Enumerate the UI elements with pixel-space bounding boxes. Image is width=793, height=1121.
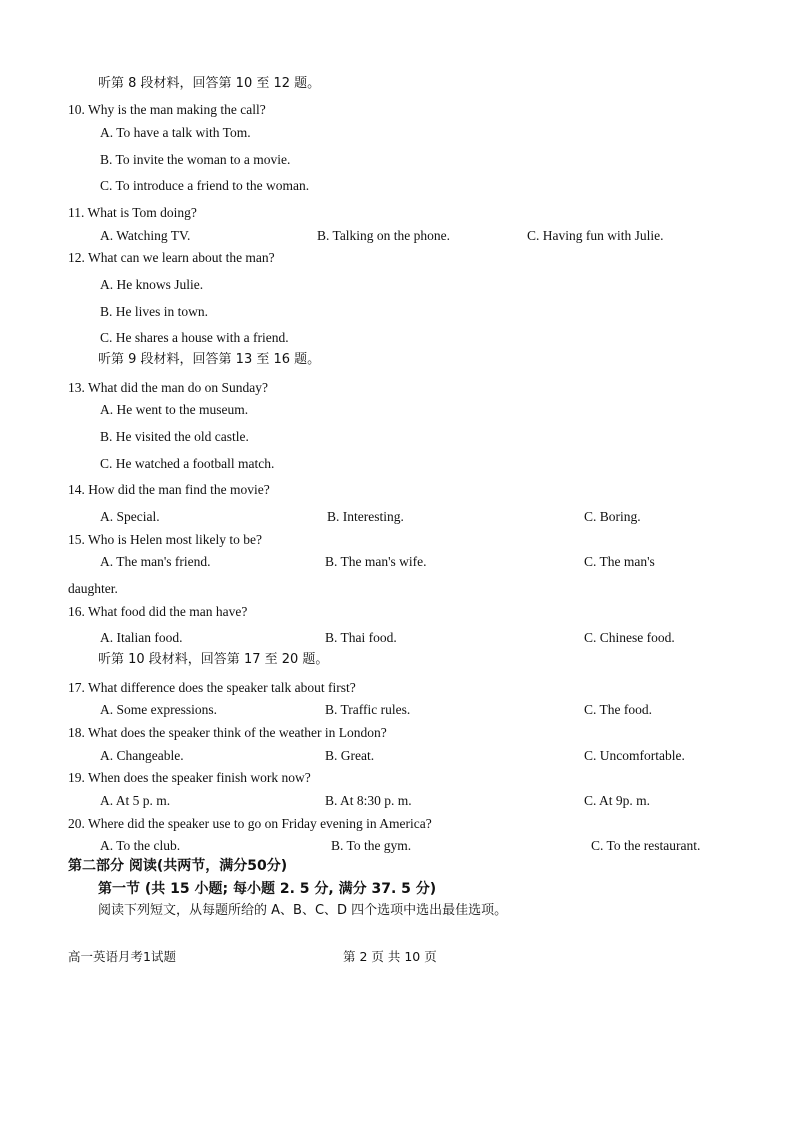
question-14-option-c: C. Boring. (584, 509, 641, 524)
question-10-option-b: B. To invite the woman to a movie. (100, 152, 291, 167)
part-2-instruction: 阅读下列短文，从每题所给的 A、B、C、D 四个选项中选出最佳选项。 (98, 903, 508, 918)
instruction-section-8: 听第 8 段材料，回答第 10 至 12 题。 (98, 76, 321, 91)
question-18-stem: 18. What does the speaker think of the weather in London? (68, 725, 387, 740)
question-13-stem: 13. What did the man do on Sunday? (68, 380, 268, 395)
question-12-option-a: A. He knows Julie. (100, 277, 204, 292)
question-15-option-a: A. The man's friend. (100, 554, 211, 569)
question-19-option-c: C. At 9p. m. (584, 793, 651, 808)
question-12-stem: 12. What can we learn about the man? (68, 250, 275, 265)
question-17-option-c: C. The food. (584, 702, 652, 717)
question-17-option-a: A. Some expressions. (100, 702, 217, 717)
question-16-option-c: C. Chinese food. (584, 630, 675, 645)
question-11-stem: 11. What is Tom doing? (68, 205, 197, 220)
question-12-option-c: C. He shares a house with a friend. (100, 330, 289, 345)
footer-exam-title: 高一英语月考1试题 (68, 949, 176, 964)
question-13-option-c: C. He watched a football match. (100, 456, 275, 471)
question-19-stem: 19. When does the speaker finish work now? (68, 770, 311, 785)
question-17-stem: 17. What difference does the speaker talk about first? (68, 680, 356, 695)
question-18-option-b: B. Great. (325, 748, 375, 763)
question-15-option-c: C. The man's (584, 554, 655, 569)
question-13-option-b: B. He visited the old castle. (100, 429, 249, 444)
question-19-option-a: A. At 5 p. m. (100, 793, 171, 808)
question-20-stem: 20. Where did the speaker use to go on Friday evening in America? (68, 816, 432, 831)
question-12-option-b: B. He lives in town. (100, 304, 208, 319)
question-18-option-a: A. Changeable. (100, 748, 184, 763)
question-10-stem: 10. Why is the man making the call? (68, 102, 266, 117)
instruction-section-10: 听第 10 段材料，回答第 17 至 20 题。 (98, 652, 329, 667)
question-16-option-a: A. Italian food. (100, 630, 183, 645)
question-20-option-c: C. To the restaurant. (591, 838, 701, 853)
question-11-option-a: A. Watching TV. (100, 228, 191, 243)
question-20-option-b: B. To the gym. (331, 838, 412, 853)
part-2-heading: 第二部分 阅读(共两节，满分50分) (68, 858, 288, 874)
question-10-option-a: A. To have a talk with Tom. (100, 125, 251, 140)
question-14-option-a: A. Special. (100, 509, 160, 524)
question-15-option-b: B. The man's wife. (325, 554, 427, 569)
question-17-option-b: B. Traffic rules. (325, 702, 411, 717)
question-14-stem: 14. How did the man find the movie? (68, 482, 270, 497)
question-16-option-b: B. Thai food. (325, 630, 397, 645)
question-15-stem: 15. Who is Helen most likely to be? (68, 532, 262, 547)
question-11-option-c: C. Having fun with Julie. (527, 228, 664, 243)
question-11-option-b: B. Talking on the phone. (317, 228, 451, 243)
footer-page-number: 第 2 页 共 10 页 (343, 949, 437, 964)
question-15-option-c-continued: daughter. (68, 581, 118, 596)
question-16-stem: 16. What food did the man have? (68, 604, 248, 619)
instruction-section-9: 听第 9 段材料，回答第 13 至 16 题。 (98, 352, 321, 367)
question-18-option-c: C. Uncomfortable. (584, 748, 685, 763)
question-10-option-c: C. To introduce a friend to the woman. (100, 178, 310, 193)
question-13-option-a: A. He went to the museum. (100, 402, 249, 417)
question-14-option-b: B. Interesting. (327, 509, 404, 524)
question-19-option-b: B. At 8:30 p. m. (325, 793, 412, 808)
part-2-section-1-heading: 第一节 (共 15 小题; 每小题 2. 5 分, 满分 37. 5 分) (98, 881, 437, 897)
question-20-option-a: A. To the club. (100, 838, 181, 853)
